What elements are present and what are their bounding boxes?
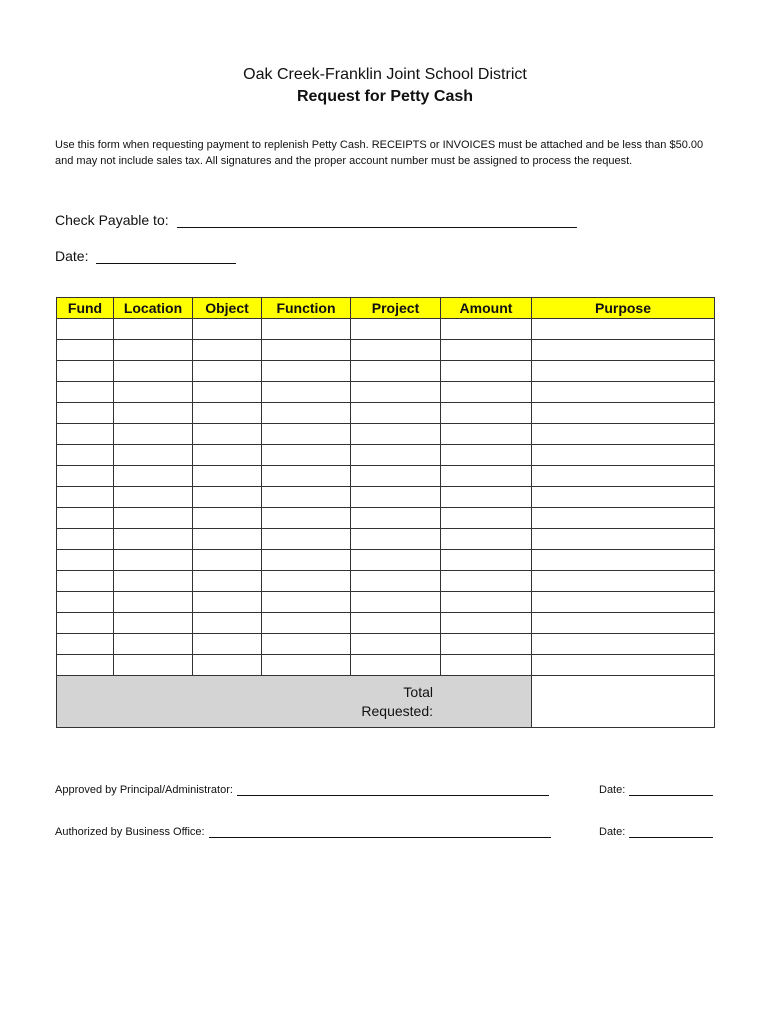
cell-location[interactable] [114,508,193,529]
cell-object[interactable] [193,487,262,508]
cell-purpose[interactable] [532,424,715,445]
cell-function[interactable] [262,319,351,340]
cell-fund[interactable] [57,319,114,340]
cell-location[interactable] [114,613,193,634]
cell-project[interactable] [351,613,441,634]
cell-purpose[interactable] [532,655,715,676]
cell-purpose[interactable] [532,634,715,655]
cell-amount[interactable] [441,613,532,634]
cell-purpose[interactable] [532,550,715,571]
approved-date-field[interactable] [599,784,713,796]
cell-amount[interactable] [441,529,532,550]
cell-project[interactable] [351,487,441,508]
cell-amount[interactable] [441,382,532,403]
cell-purpose[interactable] [532,466,715,487]
cell-purpose[interactable] [532,403,715,424]
cell-purpose[interactable] [532,382,715,403]
cell-fund[interactable] [57,550,114,571]
authorized-label: Authorized by Business Office: [55,826,205,838]
authorized-signature-field[interactable] [55,826,551,838]
cell-function[interactable] [262,571,351,592]
cell-purpose[interactable] [532,340,715,361]
cell-object[interactable] [193,655,262,676]
table-row [57,613,715,634]
table-row [57,424,715,445]
cell-purpose[interactable] [532,487,715,508]
cell-function[interactable] [262,445,351,466]
date-label: Date: [55,248,89,264]
cell-project[interactable] [351,592,441,613]
cell-location[interactable] [114,340,193,361]
table-row [57,592,715,613]
cell-location[interactable] [114,529,193,550]
cell-location[interactable] [114,382,193,403]
cell-amount[interactable] [441,508,532,529]
cell-project[interactable] [351,340,441,361]
cell-amount[interactable] [441,319,532,340]
cell-location[interactable] [114,634,193,655]
cell-purpose[interactable] [532,361,715,382]
cell-object[interactable] [193,508,262,529]
cell-function[interactable] [262,382,351,403]
cell-object[interactable] [193,613,262,634]
cell-location[interactable] [114,319,193,340]
table-row [57,445,715,466]
check-payable-field[interactable] [55,212,577,228]
cell-function[interactable] [262,361,351,382]
cell-fund[interactable] [57,487,114,508]
approved-label: Approved by Principal/Administrator: [55,784,233,796]
cell-function[interactable] [262,592,351,613]
cell-purpose[interactable] [532,319,715,340]
cell-fund[interactable] [57,445,114,466]
cell-fund[interactable] [57,424,114,445]
cell-project[interactable] [351,382,441,403]
cell-object[interactable] [193,403,262,424]
cell-purpose[interactable] [532,508,715,529]
cell-function[interactable] [262,487,351,508]
cell-function[interactable] [262,466,351,487]
cell-fund[interactable] [57,655,114,676]
cell-object[interactable] [193,340,262,361]
table-row [57,529,715,550]
approved-date-label: Date: [599,784,626,796]
cell-location[interactable] [114,550,193,571]
date-field[interactable] [55,248,236,264]
petty-cash-table [56,297,715,728]
check-payable-line[interactable] [177,213,577,228]
cell-fund[interactable] [57,403,114,424]
cell-object[interactable] [193,424,262,445]
check-payable-label: Check Payable to: [55,212,169,228]
cell-project[interactable] [351,319,441,340]
cell-function[interactable] [262,634,351,655]
cell-location[interactable] [114,403,193,424]
approved-signature-line[interactable] [237,785,549,796]
table-row [57,340,715,361]
cell-amount[interactable] [441,424,532,445]
approved-date-line[interactable] [629,785,713,796]
table-row [57,634,715,655]
column-header-location: Location [114,298,193,319]
cell-purpose[interactable] [532,613,715,634]
cell-fund[interactable] [57,529,114,550]
total-label-line1: Total [403,683,433,700]
cell-fund[interactable] [57,340,114,361]
cell-amount[interactable] [441,403,532,424]
cell-project[interactable] [351,571,441,592]
cell-fund[interactable] [57,382,114,403]
table-row [57,508,715,529]
cell-amount[interactable] [441,550,532,571]
cell-object[interactable] [193,529,262,550]
cell-project[interactable] [351,424,441,445]
cell-project[interactable] [351,529,441,550]
date-line[interactable] [96,249,236,264]
table-row [57,319,715,340]
cell-amount[interactable] [441,634,532,655]
cell-function[interactable] [262,424,351,445]
table-row [57,487,715,508]
cell-purpose[interactable] [532,529,715,550]
cell-fund[interactable] [57,508,114,529]
cell-location[interactable] [114,424,193,445]
cell-object[interactable] [193,319,262,340]
table-row [57,550,715,571]
cell-fund[interactable] [57,571,114,592]
cell-location[interactable] [114,592,193,613]
total-label-line2: Requested: [361,702,433,719]
cell-amount[interactable] [441,445,532,466]
cell-location[interactable] [114,361,193,382]
table-body [57,319,715,728]
cell-object[interactable] [193,571,262,592]
table-row [57,403,715,424]
cell-location[interactable] [114,466,193,487]
cell-purpose[interactable] [532,571,715,592]
cell-object[interactable] [193,550,262,571]
cell-amount[interactable] [441,361,532,382]
column-header-purpose: Purpose [532,298,715,319]
cell-fund[interactable] [57,466,114,487]
table-row [57,361,715,382]
total-amount-cell[interactable] [532,676,715,728]
cell-object[interactable] [193,466,262,487]
cell-location[interactable] [114,571,193,592]
total-row [57,676,715,728]
cell-location[interactable] [114,487,193,508]
cell-function[interactable] [262,529,351,550]
cell-fund[interactable] [57,634,114,655]
cell-object[interactable] [193,382,262,403]
cell-purpose[interactable] [532,592,715,613]
cell-project[interactable] [351,634,441,655]
form-title: Request for Petty Cash [296,88,474,105]
cell-amount[interactable] [441,466,532,487]
authorized-signature-line[interactable] [209,827,551,838]
table-row [57,655,715,676]
cell-function[interactable] [262,403,351,424]
cell-amount[interactable] [441,571,532,592]
column-header-project: Project [351,298,441,319]
cell-amount[interactable] [441,487,532,508]
cell-project[interactable] [351,466,441,487]
cell-function[interactable] [262,340,351,361]
table-header-row [57,298,715,319]
cell-function[interactable] [262,550,351,571]
cell-location[interactable] [114,445,193,466]
cell-fund[interactable] [57,613,114,634]
cell-project[interactable] [351,655,441,676]
authorized-date-line[interactable] [629,827,713,838]
authorized-date-label: Date: [599,826,626,838]
cell-object[interactable] [193,592,262,613]
cell-amount[interactable] [441,592,532,613]
column-header-amount: Amount [441,298,532,319]
cell-project[interactable] [351,403,441,424]
cell-amount[interactable] [441,655,532,676]
cell-project[interactable] [351,445,441,466]
cell-fund[interactable] [57,361,114,382]
cell-project[interactable] [351,550,441,571]
cell-location[interactable] [114,655,193,676]
table-row [57,382,715,403]
cell-object[interactable] [193,634,262,655]
cell-project[interactable] [351,361,441,382]
cell-project[interactable] [351,508,441,529]
cell-fund[interactable] [57,592,114,613]
cell-object[interactable] [193,361,262,382]
column-header-object: Object [193,298,262,319]
authorized-date-field[interactable] [599,826,713,838]
cell-function[interactable] [262,613,351,634]
district-name: Oak Creek-Franklin Joint School District [243,66,527,83]
table-row [57,571,715,592]
column-header-function: Function [262,298,351,319]
table-row [57,466,715,487]
total-label-cell [57,676,532,728]
cell-object[interactable] [193,445,262,466]
approved-signature-field[interactable] [55,784,549,796]
cell-amount[interactable] [441,340,532,361]
cell-function[interactable] [262,655,351,676]
cell-purpose[interactable] [532,445,715,466]
instructions-text: Use this form when requesting payment to replenish Petty Cash. RECEIPTS or INVOICES must be attached and be less than $50.00 and may not include sales tax. All signatures and the proper account number must be assigned to process the request. [55,139,704,167]
cell-function[interactable] [262,508,351,529]
column-header-fund: Fund [57,298,114,319]
